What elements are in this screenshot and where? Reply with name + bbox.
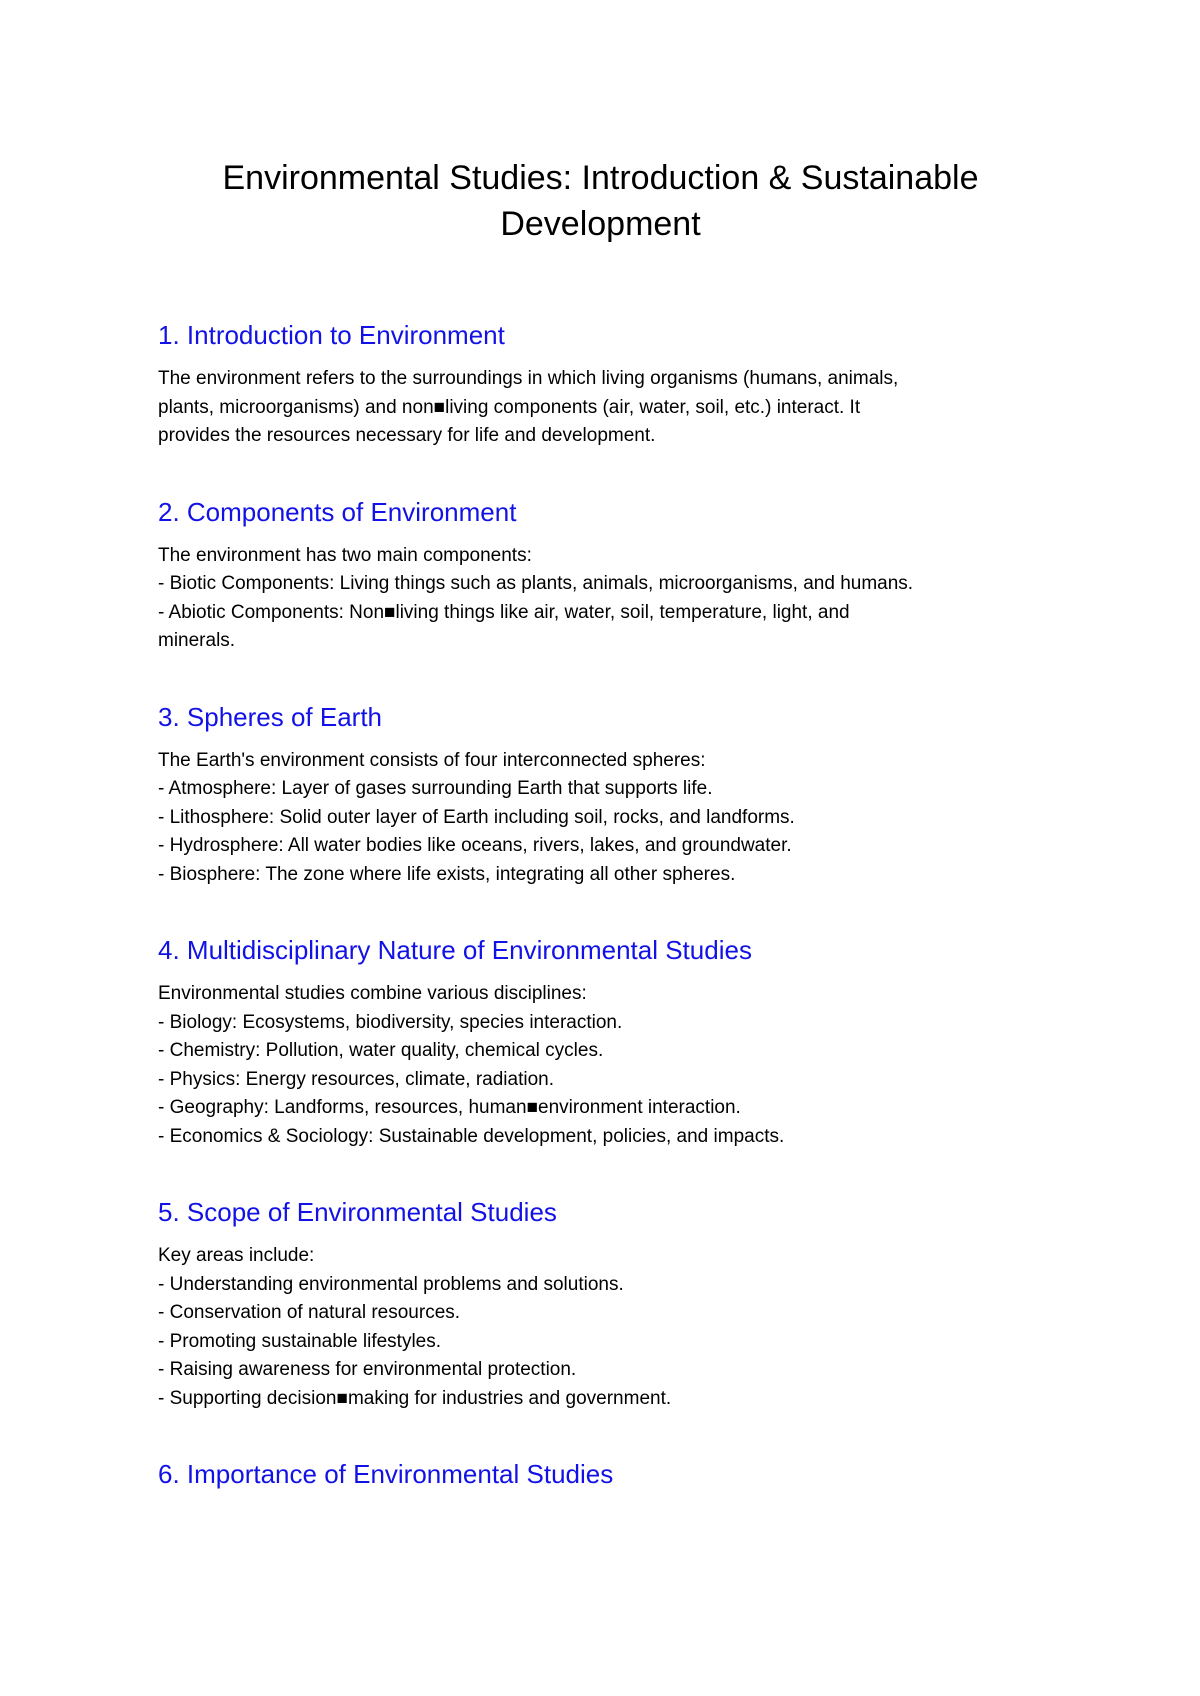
list-item: - Biology: Ecosystems, biodiversity, species interaction.: [158, 1011, 623, 1033]
section-components-of-environment: [158, 495, 1043, 656]
paragraph-line: The environment refers to the surroundings in which living organisms (humans, animals,: [158, 368, 899, 389]
intro-line: The environment has two main components:: [158, 544, 532, 566]
intro-line: The Earth's environment consists of four interconnected spheres:: [158, 749, 706, 771]
list-item: - Promoting sustainable lifestyles.: [158, 1330, 442, 1352]
list-item: - Geography: Landforms, resources, human■environment interaction.: [158, 1097, 741, 1118]
list-item: - Biotic Components: Living things such as plants, animals, microorganisms, and humans.: [158, 573, 914, 594]
document-title-line-2: Development: [500, 205, 701, 243]
section-introduction-to-environment: [158, 318, 1043, 451]
list-item: - Hydrosphere: All water bodies like oceans, rivers, lakes, and groundwater.: [158, 835, 792, 856]
section-heading: 3. Spheres of Earth: [158, 701, 383, 732]
document-title: [158, 155, 1043, 247]
list-item: - Atmosphere: Layer of gases surrounding Earth that supports life.: [158, 778, 713, 799]
section-spheres-of-earth: [158, 700, 1043, 890]
section-heading: 2. Components of Environment: [158, 496, 517, 527]
list-item: - Conservation of natural resources.: [158, 1302, 461, 1323]
paragraph-line: plants, microorganisms) and non■living components (air, water, soil, etc.) interact. It: [158, 396, 861, 418]
intro-line: Key areas include:: [158, 1245, 315, 1266]
section-heading: 6. Importance of Environmental Studies: [158, 1459, 614, 1489]
list-item: - Physics: Energy resources, climate, radiation.: [158, 1068, 554, 1090]
document-title-line-1: Environmental Studies: Introduction & Sustainable: [222, 159, 979, 197]
intro-line: Environmental studies combine various disciplines:: [158, 983, 587, 1004]
section-body: [158, 365, 1043, 451]
list-item: - Raising awareness for environmental protection.: [158, 1359, 577, 1380]
list-item: - Abiotic Components: Non■living things like air, water, soil, temperature, light, and: [158, 601, 850, 623]
list-item: - Chemistry: Pollution, water quality, chemical cycles.: [158, 1040, 604, 1061]
list-item: - Understanding environmental problems and solutions.: [158, 1273, 624, 1295]
section-heading: 5. Scope of Environmental Studies: [158, 1197, 557, 1227]
paragraph-line: provides the resources necessary for life and development.: [158, 425, 656, 446]
section-body: [158, 542, 1043, 656]
section-multidisciplinary-nature: [158, 933, 1043, 1151]
list-item-continuation: minerals.: [158, 630, 236, 651]
list-item: - Supporting decision■making for industries and government.: [158, 1387, 672, 1409]
section-heading: 1. Introduction to Environment: [158, 320, 505, 350]
section-scope-of-environmental-studies: [158, 1195, 1043, 1413]
section-heading: 4. Multidisciplinary Nature of Environmental Studies: [158, 935, 752, 965]
list-item: - Biosphere: The zone where life exists, integrating all other spheres.: [158, 863, 736, 885]
list-item: - Lithosphere: Solid outer layer of Earth including soil, rocks, and landforms.: [158, 806, 795, 828]
section-body: [158, 1242, 1043, 1413]
section-body: [158, 980, 1043, 1151]
section-importance-of-environmental-studies: [158, 1457, 1043, 1491]
list-item: - Economics & Sociology: Sustainable development, policies, and impacts.: [158, 1125, 785, 1147]
section-body: [158, 747, 1043, 890]
